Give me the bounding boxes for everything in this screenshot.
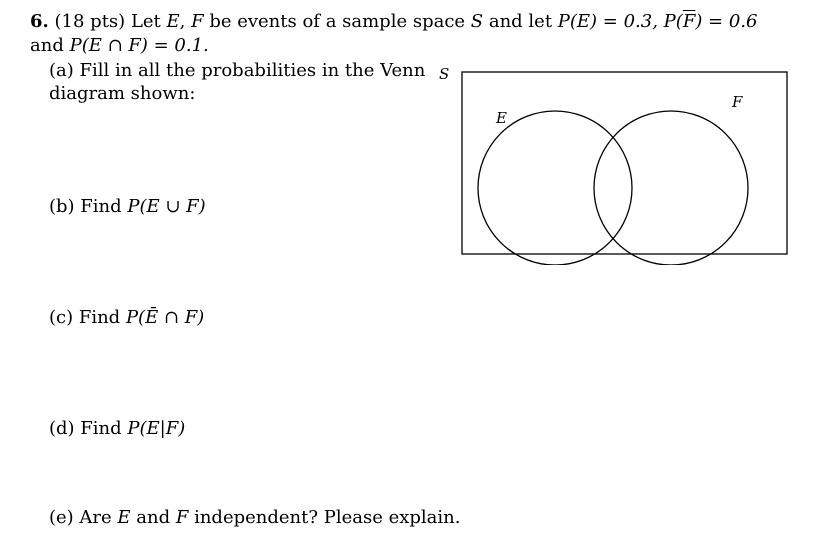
part-e-and: and [130, 507, 176, 528]
set-f-label: F [732, 93, 743, 111]
part-e-pre: (e) Are [49, 507, 118, 528]
intro-comma: , [179, 11, 192, 32]
part-c [49, 307, 204, 329]
sample-space-s: S [470, 11, 484, 32]
prob-e: P(E) = 0.3, [557, 11, 658, 32]
part-b-expr: P(E ∪ F) [127, 196, 206, 217]
part-b-label: (b) Find [49, 196, 128, 217]
prob-fbar-close: ) = 0.6 [695, 11, 758, 32]
part-d [49, 418, 185, 440]
part-e-event-f: F [175, 507, 189, 528]
set-f-circle [594, 111, 748, 265]
intro-and-let: and let [483, 11, 558, 32]
set-e-circle [478, 111, 632, 265]
part-c-label: (c) Find [49, 307, 126, 328]
part-d-expr: P(E|F) [127, 418, 186, 439]
set-e-label: E [496, 109, 507, 127]
problem-statement-line2 [30, 35, 209, 57]
intro-and: and [30, 35, 70, 56]
prob-e-intersect-f: P(E ∩ F) = 0.1. [69, 35, 209, 56]
part-a-line2: diagram shown: [49, 83, 196, 104]
venn-diagram [430, 55, 800, 265]
part-b [49, 196, 206, 218]
sample-space-label: S [439, 65, 450, 83]
part-a-line1: (a) Fill in all the probabilities in the Venn [49, 60, 426, 81]
intro-text: Let [130, 11, 167, 32]
f-complement: $\overline{F}$ [682, 11, 696, 32]
problem-points: (18 pts) [54, 11, 126, 32]
part-c-expr: P(Ē ∩ F) [125, 307, 205, 328]
part-e-post: independent? Please explain. [188, 507, 461, 528]
intro-text-mid: be events of a sample space [203, 11, 471, 32]
prob-fbar-open: P( [657, 11, 683, 32]
part-e-event-e: E [117, 507, 131, 528]
problem-number: 6. [30, 11, 49, 32]
event-e: E [166, 11, 180, 32]
problem-statement-line1 [30, 11, 758, 33]
event-f: F [191, 11, 204, 32]
part-d-label: (d) Find [49, 418, 128, 439]
part-e [49, 507, 460, 529]
